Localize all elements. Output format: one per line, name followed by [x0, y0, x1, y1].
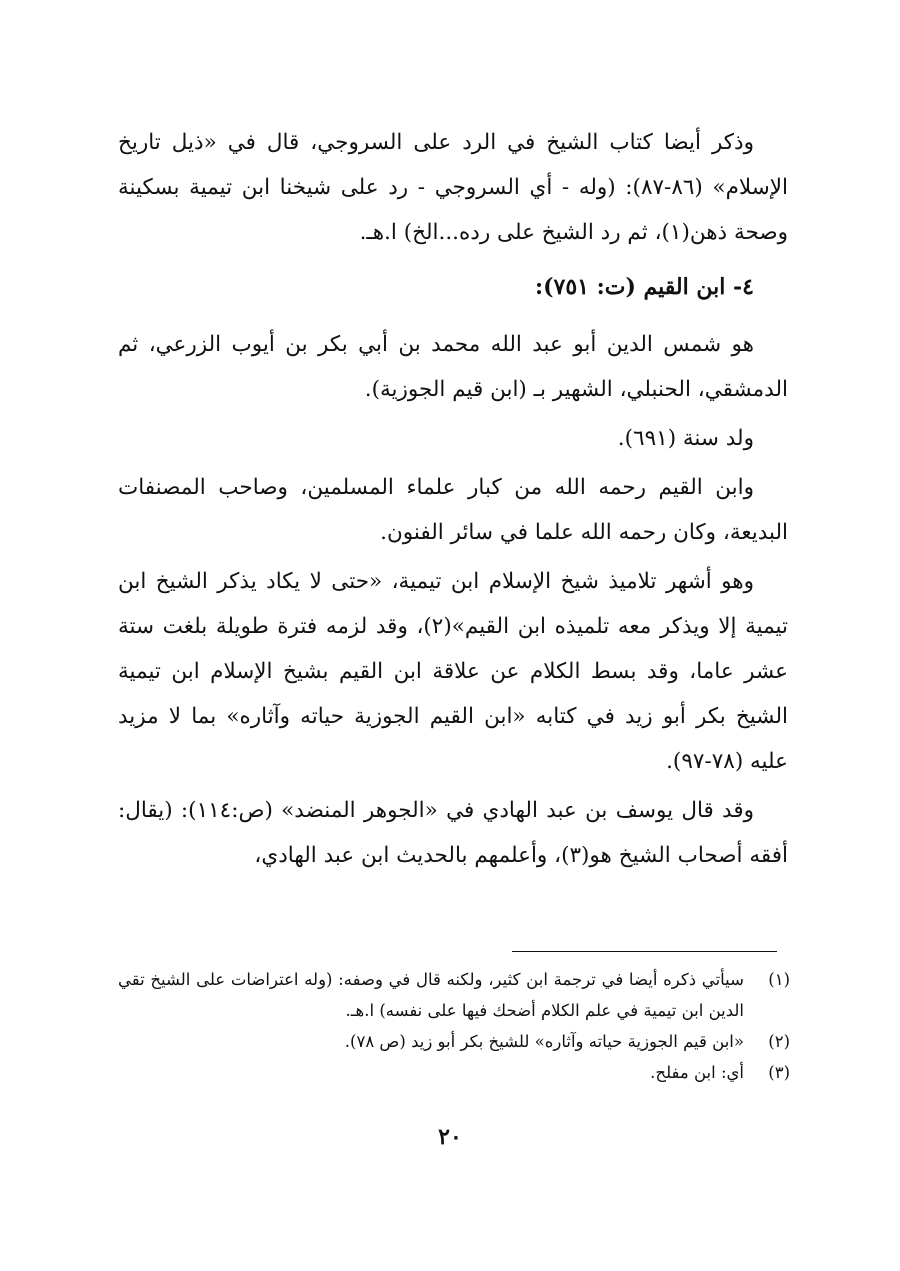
footnote-1-text: سيأتي ذكره أيضا في ترجمة ابن كثير، ولكنه قال في وصفه: (وله اعتراضات على الشيخ تقي الدين ابن تيمية في علم الكلام أضحك فيها على نفسه) ا.هـ.: [118, 970, 744, 1020]
footnote-2-number: (٢): [768, 1032, 790, 1051]
footnote-divider: [512, 951, 777, 952]
footnote-3: [118, 1057, 790, 1088]
page-number: ٢٠: [438, 1124, 462, 1150]
paragraph-sarouji: وذكر أيضا كتاب الشيخ في الرد على السروجي، قال في «ذيل تاريخ الإسلام» (٨٦-٨٧): (وله - أي السروجي - رد على شيخنا ابن تيمية بسكينة وصحة ذهن(١)، ثم رد الشيخ على رده...الخ) ا.هـ.: [118, 130, 788, 245]
footnotes: [118, 964, 790, 1088]
section-heading-ibn-al-qayyim: ٤- ابن القيم (ت: ٧٥١):: [534, 274, 754, 300]
paragraph-scholar-status: وابن القيم رحمه الله من كبار علماء المسلمين، وصاحب المصنفات البديعة، وكان رحمه الله علما في سائر الفنون.: [118, 475, 788, 545]
footnote-2-text: «ابن قيم الجوزية حياته وآثاره» للشيخ بكر أبو زيد (ص ٧٨).: [344, 1032, 744, 1051]
page-body: [118, 120, 788, 878]
paragraph-student-of-ibn-taymiyyah: وهو أشهر تلاميذ شيخ الإسلام ابن تيمية، «حتى لا يكاد يذكر الشيخ ابن تيمية إلا ويذكر معه تلميذه ابن القيم»(٢)، وقد لزمه فترة طويلة بلغت ستة عشر عاما، وقد بسط الكلام عن علاقة ابن القيم بشيخ الإسلام ابن تيمية الشيخ بكر أبو زيد في كتابه «ابن القيم الجوزية حياته وآثاره» بما لا مزيد عليه (٧٨-٩٧).: [118, 569, 788, 774]
footnote-2: [118, 1026, 790, 1057]
footnote-3-number: (٣): [768, 1063, 790, 1082]
paragraph-ibn-al-qayyim-name: هو شمس الدين أبو عبد الله محمد بن أبي بكر بن أيوب الزرعي، ثم الدمشقي، الحنبلي، الشهير بـ (ابن قيم الجوزية).: [118, 332, 788, 402]
footnote-3-text: أي: ابن مفلح.: [650, 1063, 744, 1082]
footnote-1-number: (١): [768, 970, 790, 989]
footnote-1: [118, 964, 790, 1026]
paragraph-birth-year: ولد سنة (٦٩١).: [617, 426, 754, 451]
paragraph-ibn-abd-al-hadi: وقد قال يوسف بن عبد الهادي في «الجوهر المنضد» (ص:١١٤): (يقال: أفقه أصحاب الشيخ هو(٣)، وأعلمهم بالحديث ابن عبد الهادي،: [118, 798, 788, 868]
